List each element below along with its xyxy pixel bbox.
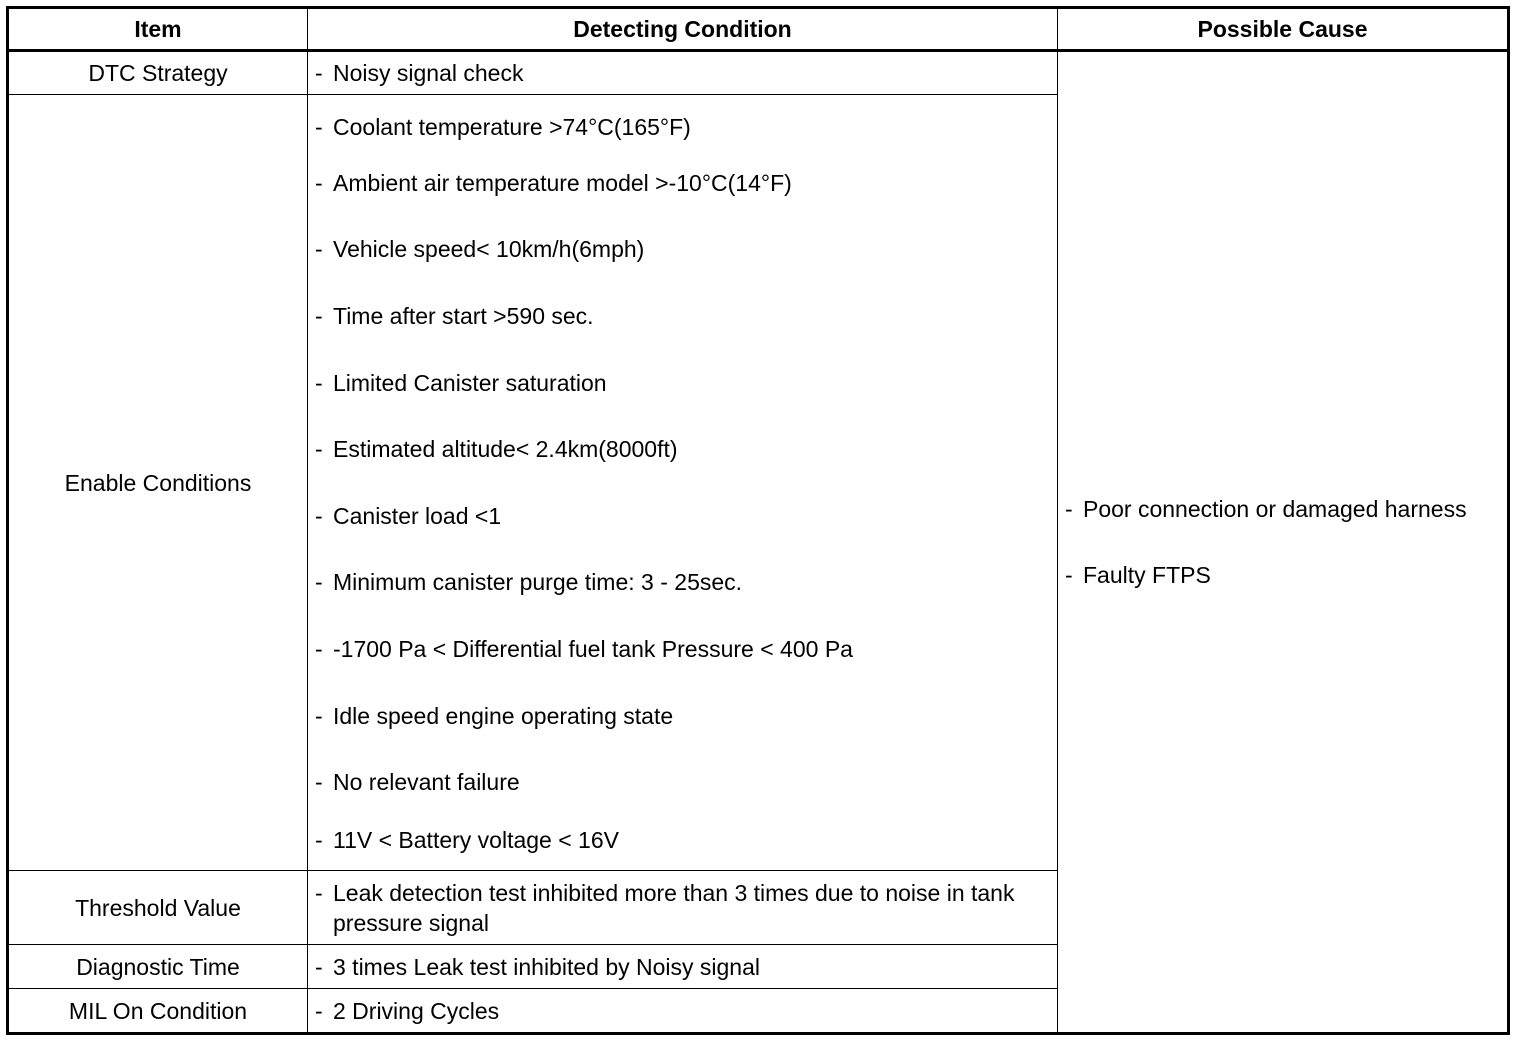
condition-line bbox=[315, 549, 1057, 616]
condition-text: Idle speed engine operating state bbox=[333, 702, 674, 729]
condition-line bbox=[315, 616, 1057, 683]
condition-line bbox=[315, 952, 1057, 982]
condition-line bbox=[315, 815, 1057, 861]
condition-cell-dtc-strategy bbox=[308, 51, 1058, 95]
enable-condition-list bbox=[315, 104, 1057, 862]
bullet-dash: - bbox=[1065, 496, 1073, 522]
condition-line bbox=[315, 58, 1057, 88]
bullet-dash: - bbox=[315, 502, 323, 529]
condition-text: 11V < Battery voltage < 16V bbox=[333, 827, 619, 854]
bullet-dash: - bbox=[315, 827, 323, 854]
condition-text: Minimum canister purge time: 3 - 25sec. bbox=[333, 569, 743, 596]
bullet-dash: - bbox=[315, 702, 323, 729]
condition-text: Leak detection test inhibited more than 3 times due to noise in tank pressure signal bbox=[333, 879, 1015, 936]
bullet-dash: - bbox=[315, 953, 323, 980]
cause-line bbox=[1065, 476, 1507, 542]
condition-line bbox=[315, 104, 1057, 150]
condition-text: Ambient air temperature model >-10°C(14°F) bbox=[333, 169, 792, 196]
item-diagnostic-time: Diagnostic Time bbox=[8, 945, 308, 989]
condition-text: Coolant temperature >74°C(165°F) bbox=[333, 113, 691, 140]
condition-text: Estimated altitude< 2.4km(8000ft) bbox=[333, 436, 678, 463]
possible-cause-cell bbox=[1058, 51, 1509, 1034]
condition-cell-enable-conditions bbox=[308, 95, 1058, 871]
bullet-dash: - bbox=[315, 997, 323, 1024]
header-item: Item bbox=[8, 8, 308, 51]
bullet-dash: - bbox=[315, 569, 323, 596]
condition-text: Canister load <1 bbox=[333, 502, 502, 529]
condition-text: -1700 Pa < Differential fuel tank Pressure < 400 Pa bbox=[333, 635, 853, 662]
header-row bbox=[8, 8, 1509, 51]
bullet-dash: - bbox=[315, 169, 323, 196]
bullet-dash: - bbox=[315, 303, 323, 330]
item-dtc-strategy: DTC Strategy bbox=[8, 51, 308, 95]
condition-text: Vehicle speed< 10km/h(6mph) bbox=[333, 236, 645, 263]
item-enable-conditions: Enable Conditions bbox=[8, 95, 308, 871]
bullet-dash: - bbox=[315, 369, 323, 396]
condition-line bbox=[315, 150, 1057, 217]
condition-text: Time after start >590 sec. bbox=[333, 303, 594, 330]
condition-line bbox=[315, 749, 1057, 816]
condition-line bbox=[315, 682, 1057, 749]
bullet-dash: - bbox=[315, 236, 323, 263]
condition-line bbox=[315, 483, 1057, 550]
possible-cause-list bbox=[1065, 476, 1507, 608]
condition-line bbox=[315, 996, 1057, 1026]
cause-line bbox=[1065, 542, 1507, 608]
bullet-dash: - bbox=[1065, 562, 1073, 588]
bullet-dash: - bbox=[315, 635, 323, 662]
condition-text: 3 times Leak test inhibited by Noisy signal bbox=[333, 953, 760, 980]
condition-line bbox=[315, 216, 1057, 283]
item-threshold-value: Threshold Value bbox=[8, 871, 308, 945]
bullet-dash: - bbox=[315, 60, 323, 86]
dtc-table bbox=[6, 6, 1510, 1035]
header-possible-cause: Possible Cause bbox=[1058, 8, 1509, 51]
condition-line bbox=[315, 283, 1057, 350]
bullet-dash: - bbox=[315, 436, 323, 463]
condition-cell-threshold-value bbox=[308, 871, 1058, 945]
condition-line bbox=[315, 416, 1057, 483]
condition-text: 2 Driving Cycles bbox=[333, 997, 500, 1024]
condition-text: Noisy signal check bbox=[333, 60, 524, 86]
condition-cell-diagnostic-time bbox=[308, 945, 1058, 989]
cause-text: Poor connection or damaged harness bbox=[1083, 496, 1467, 522]
condition-line bbox=[315, 349, 1057, 416]
cause-text: Faulty FTPS bbox=[1083, 562, 1211, 588]
condition-text: Limited Canister saturation bbox=[333, 369, 607, 396]
item-mil-on-condition: MIL On Condition bbox=[8, 989, 308, 1034]
condition-line bbox=[315, 878, 1057, 938]
condition-text: No relevant failure bbox=[333, 769, 520, 796]
header-detecting-condition: Detecting Condition bbox=[308, 8, 1058, 51]
bullet-dash: - bbox=[315, 769, 323, 796]
bullet-dash: - bbox=[315, 879, 323, 906]
bullet-dash: - bbox=[315, 113, 323, 140]
row-dtc-strategy bbox=[8, 51, 1509, 95]
condition-cell-mil-on-condition bbox=[308, 989, 1058, 1034]
